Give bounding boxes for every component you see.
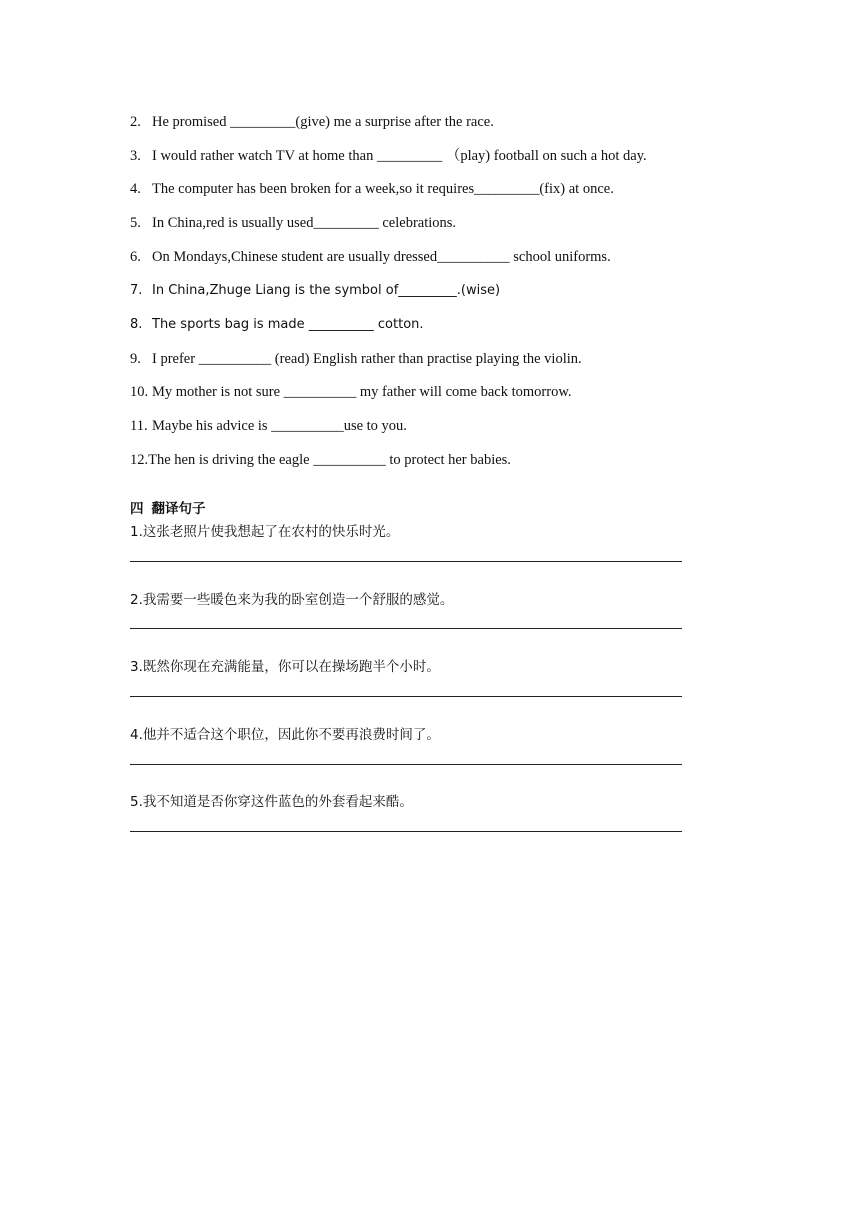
question-text: In China,Zhuge Liang is the symbol of_________.(wise): [152, 283, 501, 298]
question-2: [130, 113, 494, 131]
question-text: My mother is not sure __________ my father will come back tomorrow.: [152, 384, 572, 400]
question-4: [130, 180, 614, 198]
translation-item-2: 2.我需要一些暖色来为我的卧室创造一个舒服的感觉。: [130, 592, 454, 608]
question-8: [130, 316, 424, 334]
question-number: 7.: [130, 283, 143, 298]
question-number: 12.: [130, 452, 149, 468]
question-number: 11.: [130, 418, 148, 434]
answer-line[interactable]: [130, 764, 682, 765]
question-text: I prefer __________ (read) English rather than practise playing the violin.: [152, 351, 582, 367]
answer-line[interactable]: [130, 628, 682, 629]
question-11: [130, 417, 407, 435]
question-number: 3.: [130, 148, 141, 164]
question-number: 10.: [130, 384, 149, 400]
section-heading: [130, 500, 206, 518]
question-10: [130, 383, 571, 401]
question-text: Maybe his advice is __________use to you.: [152, 418, 407, 434]
answer-line[interactable]: [130, 831, 682, 832]
translation-item-3: 3.既然你现在充满能量，你可以在操场跑半个小时。: [130, 659, 440, 675]
question-text: In China,red is usually used_________ celebrations.: [152, 215, 457, 231]
question-text: The computer has been broken for a week,so it requires_________(fix) at once.: [152, 181, 614, 197]
question-7: [130, 282, 500, 300]
question-text: I would rather watch TV at home than _________ （play) football on such a hot day.: [152, 148, 647, 164]
answer-line[interactable]: [130, 561, 682, 562]
question-text: He promised _________(give) me a surprise after the race.: [152, 114, 494, 130]
question-number: 9.: [130, 351, 141, 367]
translation-item-4: 4.他并不适合这个职位，因此你不要再浪费时间了。: [130, 727, 440, 743]
section-number: 四: [130, 501, 144, 517]
question-text: The sports bag is made __________ cotton.: [152, 317, 424, 332]
question-3: [130, 147, 647, 165]
question-number: 2.: [130, 114, 141, 130]
question-number: 8.: [130, 317, 143, 332]
translation-item-5: 5.我不知道是否你穿这件蓝色的外套看起来酷。: [130, 794, 413, 810]
translation-item-1: 1.这张老照片使我想起了在农村的快乐时光。: [130, 524, 400, 540]
question-text: On Mondays,Chinese student are usually dressed__________ school uniforms.: [152, 249, 611, 265]
question-number: 5.: [130, 215, 141, 231]
question-6: [130, 248, 611, 266]
question-5: [130, 214, 456, 232]
question-9: [130, 350, 582, 368]
question-text: The hen is driving the eagle __________ to protect her babies.: [148, 452, 511, 468]
question-number: 6.: [130, 249, 141, 265]
section-title: 翻译句子: [151, 501, 206, 517]
question-12: [130, 451, 511, 469]
answer-line[interactable]: [130, 696, 682, 697]
question-number: 4.: [130, 181, 141, 197]
